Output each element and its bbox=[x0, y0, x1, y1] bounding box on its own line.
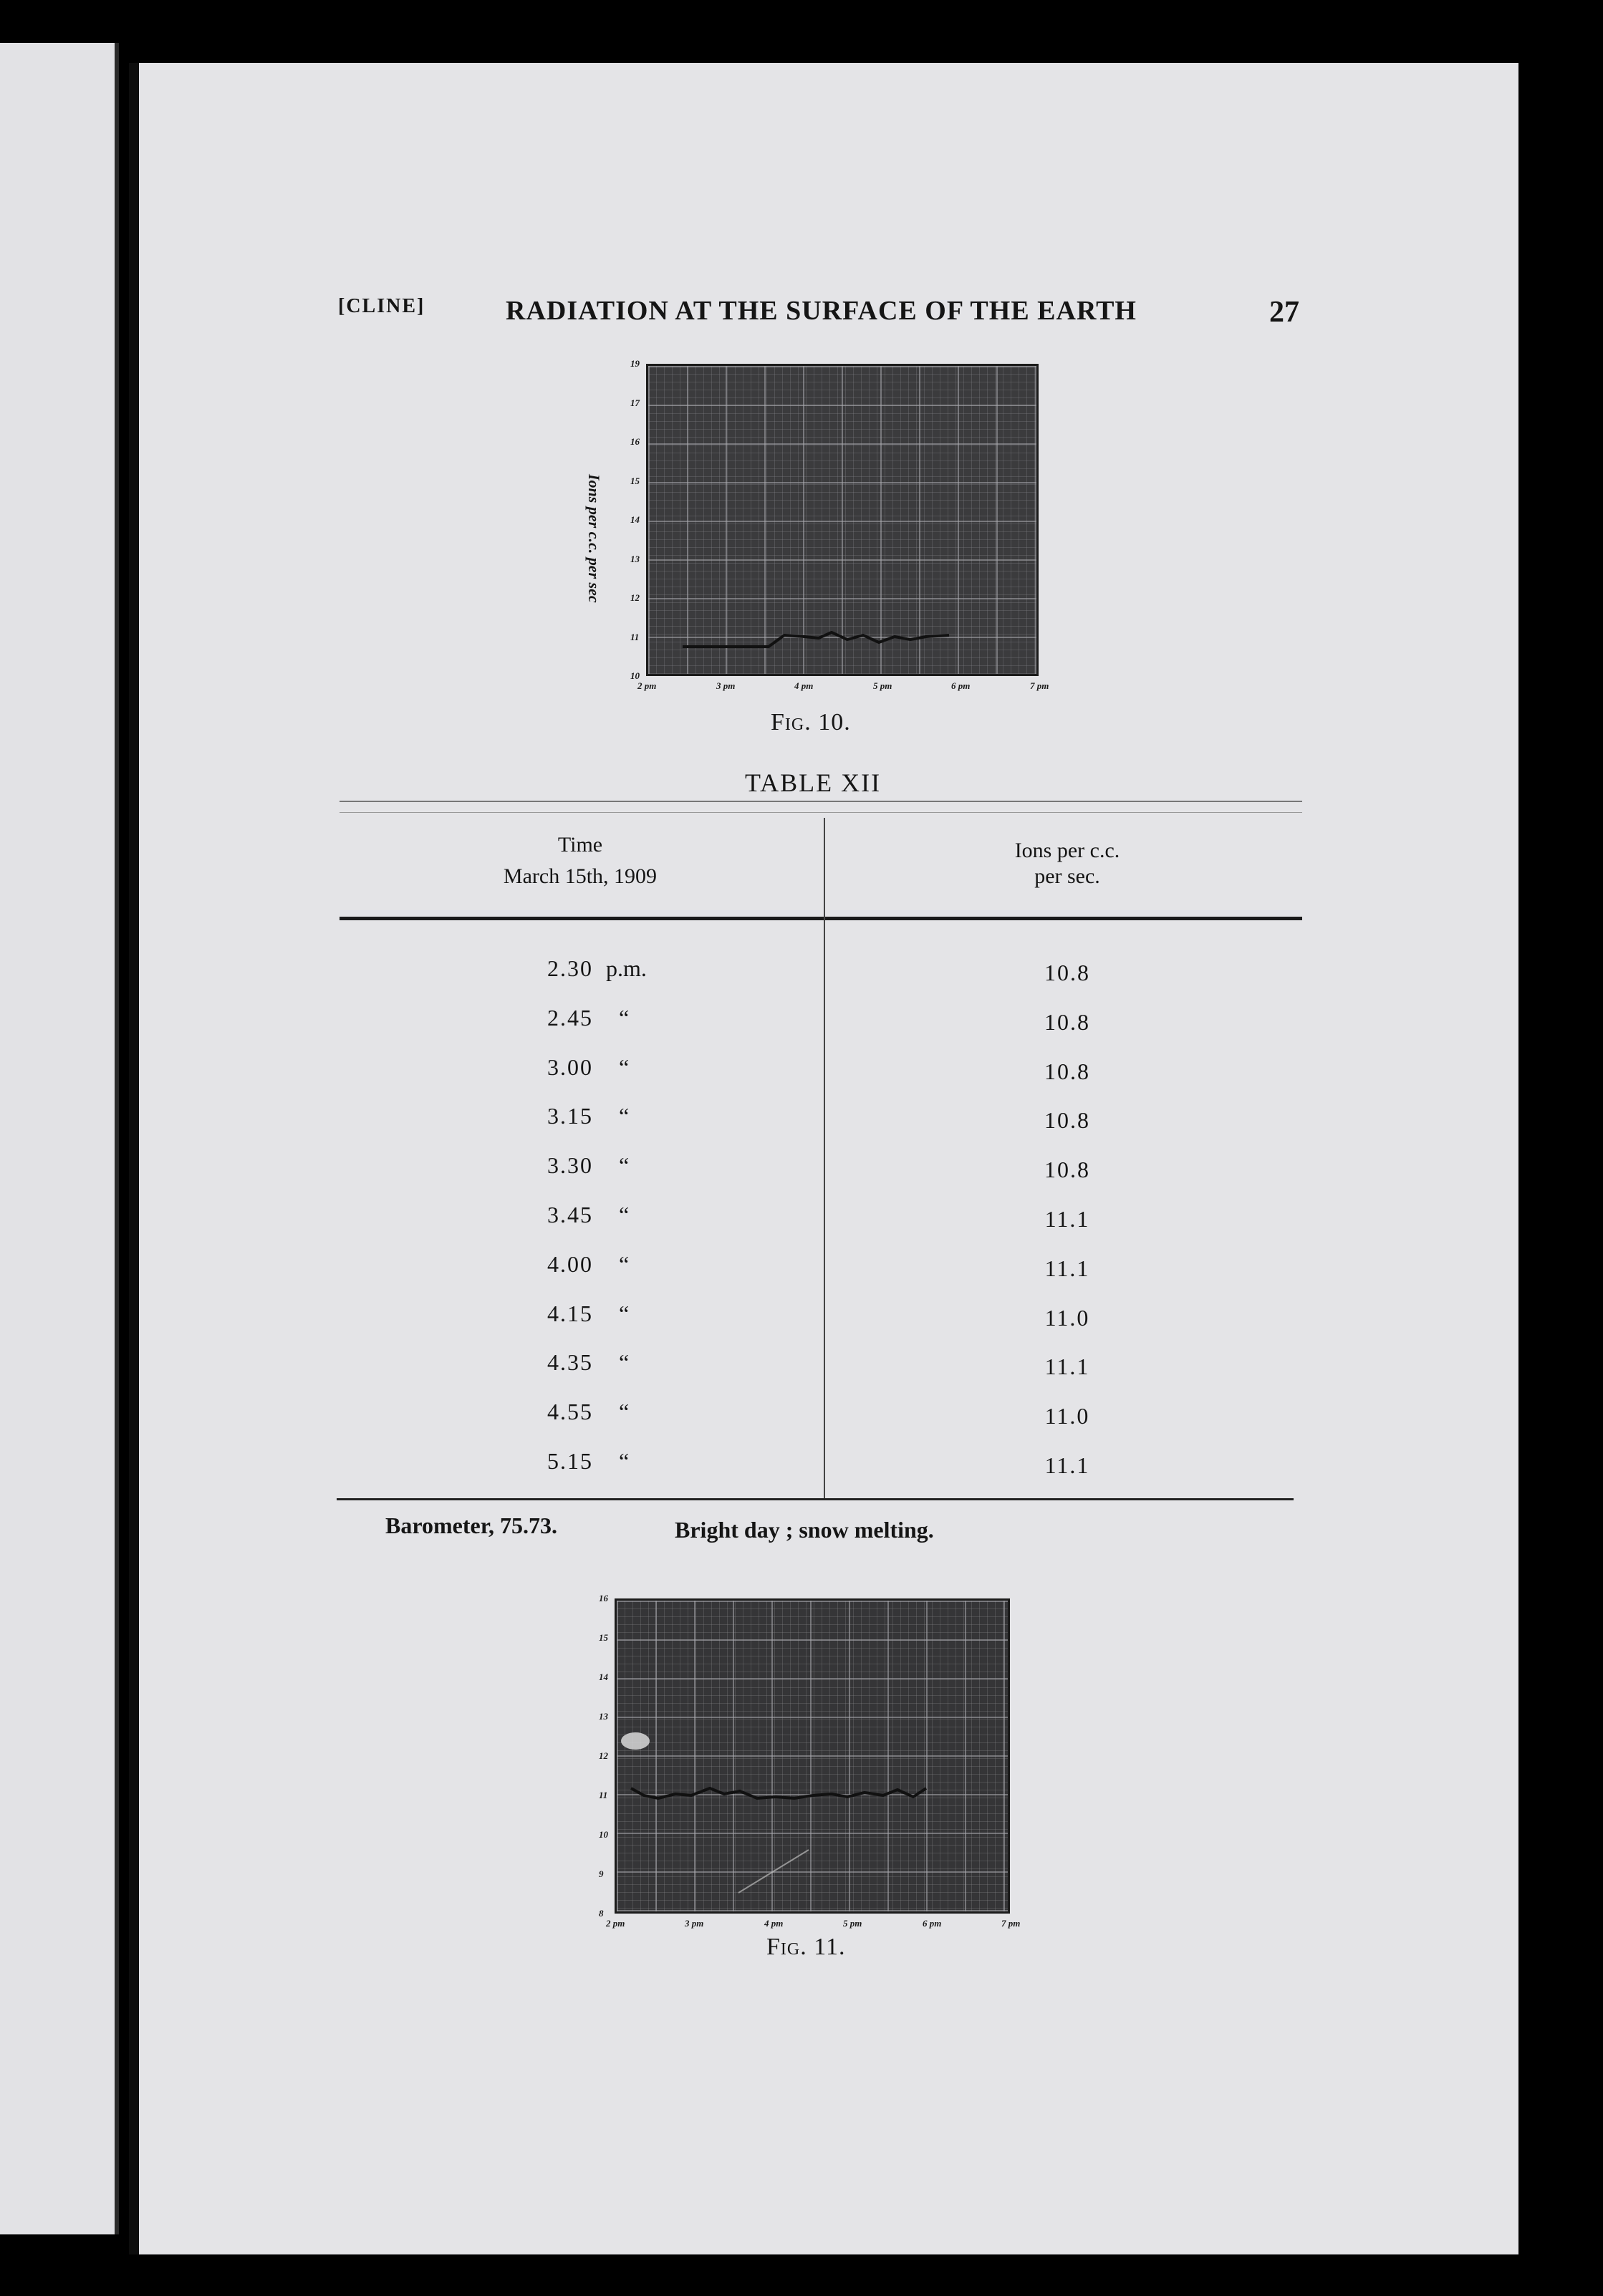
fig10-y-tick-label: 12 bbox=[630, 592, 640, 603]
time-suffix: “ bbox=[619, 1349, 630, 1375]
time-suffix: “ bbox=[619, 1251, 630, 1277]
fig11-trace-svg bbox=[617, 1601, 1012, 1916]
fig11-graph-plate bbox=[615, 1598, 1010, 1914]
table-row-time bbox=[501, 955, 759, 982]
fig10-x-tick-label: 5 pm bbox=[873, 680, 892, 691]
time-suffix: “ bbox=[619, 1005, 630, 1031]
fig11-plate-scratch bbox=[738, 1850, 809, 1893]
fig10-y-tick-label: 19 bbox=[630, 358, 640, 369]
table-row-value: 11.0 bbox=[1044, 1305, 1090, 1331]
fig10-x-tick-label: 4 pm bbox=[794, 680, 814, 691]
fig11-y-tick-label: 11 bbox=[599, 1790, 608, 1800]
col-header-time-line1: Time bbox=[557, 833, 603, 857]
table-row-value: 10.8 bbox=[1044, 960, 1090, 985]
table-top-rule bbox=[340, 801, 1302, 802]
fig10-x-tick-label: 2 pm bbox=[637, 680, 657, 691]
fig11-y-tick-label: 15 bbox=[599, 1632, 608, 1643]
fig10-trace-svg bbox=[648, 366, 1041, 678]
table-row-value: 11.0 bbox=[1044, 1403, 1090, 1429]
table-row-value: 11.1 bbox=[1044, 1206, 1090, 1232]
time-suffix: “ bbox=[619, 1152, 630, 1178]
time-value: 2.30 bbox=[547, 955, 593, 981]
fig11-x-tick-label: 5 pm bbox=[843, 1918, 862, 1929]
time-suffix: “ bbox=[619, 1448, 630, 1474]
fig10-y-axis-title: Ions per c.c. per sec bbox=[585, 474, 603, 603]
fig11-y-tick-label: 8 bbox=[599, 1908, 604, 1919]
time-value: 2.45 bbox=[547, 1005, 593, 1031]
time-suffix: “ bbox=[619, 1399, 630, 1424]
time-value: 4.35 bbox=[547, 1349, 593, 1375]
time-suffix: “ bbox=[619, 1202, 630, 1227]
table-title: TABLE XII bbox=[745, 768, 882, 797]
table-row-time bbox=[501, 1399, 759, 1425]
col-header-ions-line1: Ions per c.c. bbox=[1014, 839, 1120, 862]
fig10-y-tick-label: 11 bbox=[630, 632, 640, 642]
fig10-x-tick-label: 6 pm bbox=[951, 680, 971, 691]
fig11-x-tick-label: 3 pm bbox=[685, 1918, 704, 1929]
facing-page-edge bbox=[0, 43, 115, 2234]
page-number: 27 bbox=[1269, 296, 1299, 329]
barometer-note: Barometer, 75.73. bbox=[385, 1513, 557, 1538]
fig11-x-tick-label: 7 pm bbox=[1001, 1918, 1021, 1929]
fig11-x-tick-label: 4 pm bbox=[764, 1918, 784, 1929]
time-suffix: “ bbox=[619, 1301, 630, 1326]
table-row-value: 10.8 bbox=[1044, 1058, 1090, 1084]
time-value: 4.00 bbox=[547, 1251, 593, 1277]
table-row-value: 11.1 bbox=[1044, 1452, 1090, 1478]
fig11-x-tick-label: 6 pm bbox=[923, 1918, 942, 1929]
fig10-x-tick-label: 3 pm bbox=[716, 680, 736, 691]
fig11-y-tick-label: 14 bbox=[599, 1672, 608, 1682]
time-value: 3.15 bbox=[547, 1103, 593, 1129]
table-row-time bbox=[501, 1251, 759, 1278]
time-value: 5.15 bbox=[547, 1448, 593, 1474]
table-row-time bbox=[501, 1054, 759, 1081]
fig11-y-tick-label: 10 bbox=[599, 1829, 608, 1840]
fig11-plate-smudge bbox=[621, 1732, 650, 1750]
time-value: 3.30 bbox=[547, 1152, 593, 1178]
fig10-caption: Fig. 10. bbox=[771, 709, 851, 735]
fig10-y-tick-label: 17 bbox=[630, 397, 640, 408]
fig11-y-tick-label: 12 bbox=[599, 1750, 608, 1761]
table-bottom-rule bbox=[337, 1498, 1294, 1500]
fig11-x-tick-label: 2 pm bbox=[606, 1918, 625, 1929]
time-suffix: “ bbox=[619, 1103, 630, 1129]
table-row-value: 11.1 bbox=[1044, 1255, 1090, 1281]
col-header-ions bbox=[902, 838, 1232, 889]
table-row-time bbox=[501, 1103, 759, 1129]
table-row-value: 10.8 bbox=[1044, 1009, 1090, 1035]
table-row-time bbox=[501, 1448, 759, 1475]
fig10-y-tick-label: 14 bbox=[630, 514, 640, 525]
fig10-x-tick-label: 7 pm bbox=[1030, 680, 1049, 691]
table-row-value: 11.1 bbox=[1044, 1354, 1090, 1379]
weather-note: Bright day ; snow melting. bbox=[675, 1517, 934, 1543]
fig10-y-tick-label: 16 bbox=[630, 436, 640, 447]
table-row-time bbox=[501, 1152, 759, 1179]
col-header-time-line2: March 15th, 1909 bbox=[503, 864, 658, 888]
time-value: 3.00 bbox=[547, 1054, 593, 1080]
column-divider bbox=[824, 818, 825, 1498]
col-header-time bbox=[401, 829, 759, 892]
table-row-time bbox=[501, 1202, 759, 1228]
fig10-trace-line bbox=[683, 632, 949, 647]
fig11-y-tick-label: 13 bbox=[599, 1711, 608, 1722]
table-row-value: 10.8 bbox=[1044, 1107, 1090, 1133]
fig11-y-tick-label: 16 bbox=[599, 1593, 608, 1603]
running-head-author: [CLINE] bbox=[338, 295, 425, 317]
header-bottom-rule bbox=[340, 917, 1302, 920]
fig10-y-tick-label: 15 bbox=[630, 476, 640, 486]
time-value: 3.45 bbox=[547, 1202, 593, 1227]
fig11-trace-line bbox=[631, 1788, 926, 1798]
fig10-y-tick-label: 10 bbox=[630, 670, 640, 681]
time-suffix: p.m. bbox=[606, 955, 647, 981]
table-row-time bbox=[501, 1349, 759, 1376]
table-top-rule-2 bbox=[340, 812, 1302, 813]
running-head-title: RADIATION AT THE SURFACE OF THE EARTH bbox=[506, 296, 1137, 326]
time-value: 4.15 bbox=[547, 1301, 593, 1326]
table-row-time bbox=[501, 1301, 759, 1327]
fig10-graph-plate bbox=[646, 364, 1039, 676]
fig11-caption: Fig. 11. bbox=[766, 1934, 846, 1960]
fig11-y-tick-label: 9 bbox=[599, 1868, 604, 1879]
time-suffix: “ bbox=[619, 1054, 630, 1080]
table-row-time bbox=[501, 1005, 759, 1031]
fig10-y-tick-label: 13 bbox=[630, 554, 640, 564]
col-header-ions-line2: per sec. bbox=[1034, 864, 1100, 888]
time-value: 4.55 bbox=[547, 1399, 593, 1424]
table-row-value: 10.8 bbox=[1044, 1157, 1090, 1182]
